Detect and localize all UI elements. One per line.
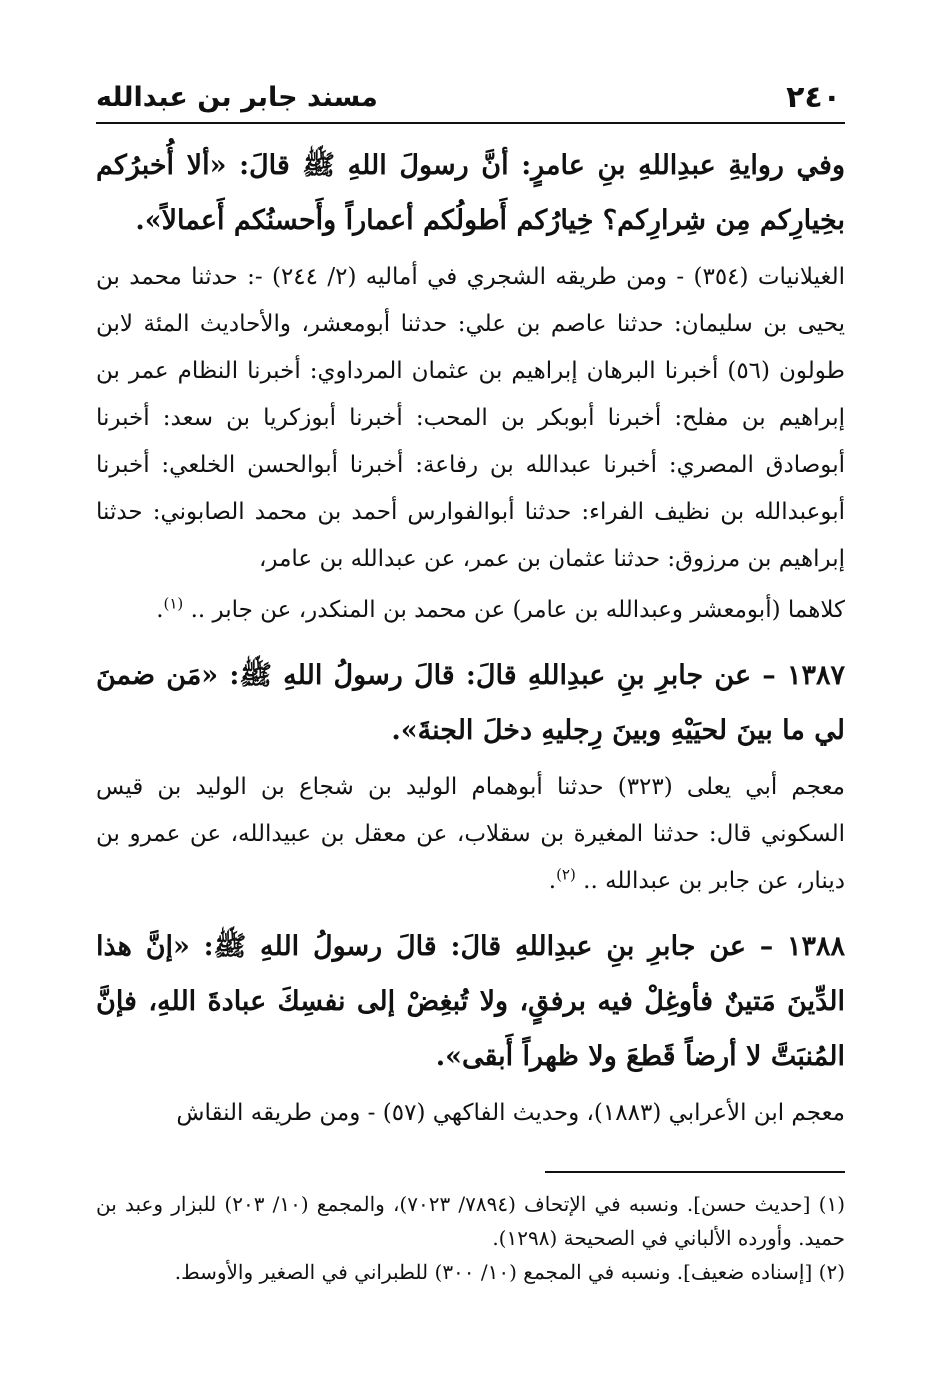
- running-title: مسند جابر بن عبدالله: [96, 82, 378, 113]
- book-page: [96, 78, 845, 1343]
- hadith-1387: ١٣٨٧ – عن جابرِ بنِ عبدِاللهِ قالَ: قالَ رسولُ اللهِ ﷺ: «مَن ضمنَ لي ما بينَ لحيَيْهِ وبينَ رِجليهِ دخلَ الجنةَ».: [96, 660, 845, 746]
- hadith-text: وفي روايةِ عبدِاللهِ بنِ عامرٍ: أنَّ رسولَ اللهِ ﷺ قالَ: «ألا أُخبرُكم بخِيارِكم مِن شِرارِكم؟ خِيارُكم أَطولُكم أعماراً وأَحسنُكم أَعمالاً».: [96, 150, 845, 236]
- takhrij-text: كلاهما (أبومعشر وعبدالله بن عامر) عن محمد بن المنكدر، عن جابر .. $^{(١)}$.: [156, 594, 845, 623]
- footnote-1: (١) [حديث حسن]. ونسبه في الإتحاف (٧٨٩٤/ ٧٠٢٣)، والمجمع (١٠/ ٢٠٣) للبزار وعبد بن حميد. وأورده الألباني في الصحيحة (١٢٩٨).: [96, 1192, 845, 1250]
- takhrij-text: معجم أبي يعلى (٣٢٣) حدثنا أبوهمام الوليد بن شجاع بن الوليد بن قيس السكوني قال: حدثنا المغيرة بن سقلاب، عن معقل بن عبيدالله، عن عمرو بن دينار، عن جابر بن عبدالله .. $^{(٢)}$.: [96, 774, 845, 894]
- footnote-ref: (١): [163, 594, 184, 613]
- page-number: ٢٤٠: [786, 80, 841, 115]
- running-header: [96, 78, 845, 124]
- takhrij-body: كلاهما (أبومعشر وعبدالله بن عامر) عن محمد بن المنكدر، عن جابر ..: [190, 597, 845, 623]
- footnote-divider: [545, 1171, 845, 1173]
- footnote-ref: (٢): [556, 865, 576, 884]
- takhrij-text: معجم ابن الأعرابي (١٨٨٣)، وحديث الفاكهي (٥٧) - ومن طريقه النقاش: [176, 1100, 845, 1126]
- footnotes: [96, 1187, 845, 1289]
- takhrij-body: معجم أبي يعلى (٣٢٣) حدثنا أبوهمام الوليد بن شجاع بن الوليد بن قيس السكوني قال: حدثنا المغيرة بن سقلاب، عن معقل بن عبيدالله، عن عمرو بن دينار، عن جابر بن عبدالله ..: [96, 774, 845, 894]
- footnote-2: (٢) [إسناده ضعيف]. ونسبه في المجمع (١٠/ ٣٠٠) للطبراني في الصغير والأوسط.: [174, 1260, 845, 1284]
- hadith-1388: ١٣٨٨ – عن جابرِ بنِ عبدِاللهِ قالَ: قالَ رسولُ اللهِ ﷺ: «إنَّ هذا الدِّينَ مَتينٌ فأوغِلْ فيه برفقٍ، ولا تُبغِضْ إلى نفسِكَ عبادةَ اللهِ، فإنَّ المُنبَتَّ لا أرضاً قَطعَ ولا ظهراً أَبقى».: [96, 931, 845, 1072]
- takhrij-text: الغيلانيات (٣٥٤) - ومن طريقه الشجري في أماليه (٢/ ٢٤٤) -: حدثنا محمد بن يحيى بن سليمان: حدثنا عاصم بن علي: حدثنا أبومعشر، والأحاديث المئة لابن طولون (٥٦) أخبرنا البرهان إبراهيم بن عثمان المرداوي: أخبرنا النظام عمر بن إبراهيم بن مفلح: أخبرنا أبوبكر بن المحب: أخبرنا أبوزكريا بن سعد: أخبرنا أبوصادق المصري: أخبرنا عبدالله بن رفاعة: أخبرنا أبوالحسن الخلعي: أخبرنا أبوعبدالله بن نظيف الفراء: حدثنا أبوالفوارس أحمد بن محمد الصابوني: حدثنا إبراهيم بن مرزوق: حدثنا عثمان بن عمر، عن عبدالله بن عامر،: [96, 264, 846, 572]
